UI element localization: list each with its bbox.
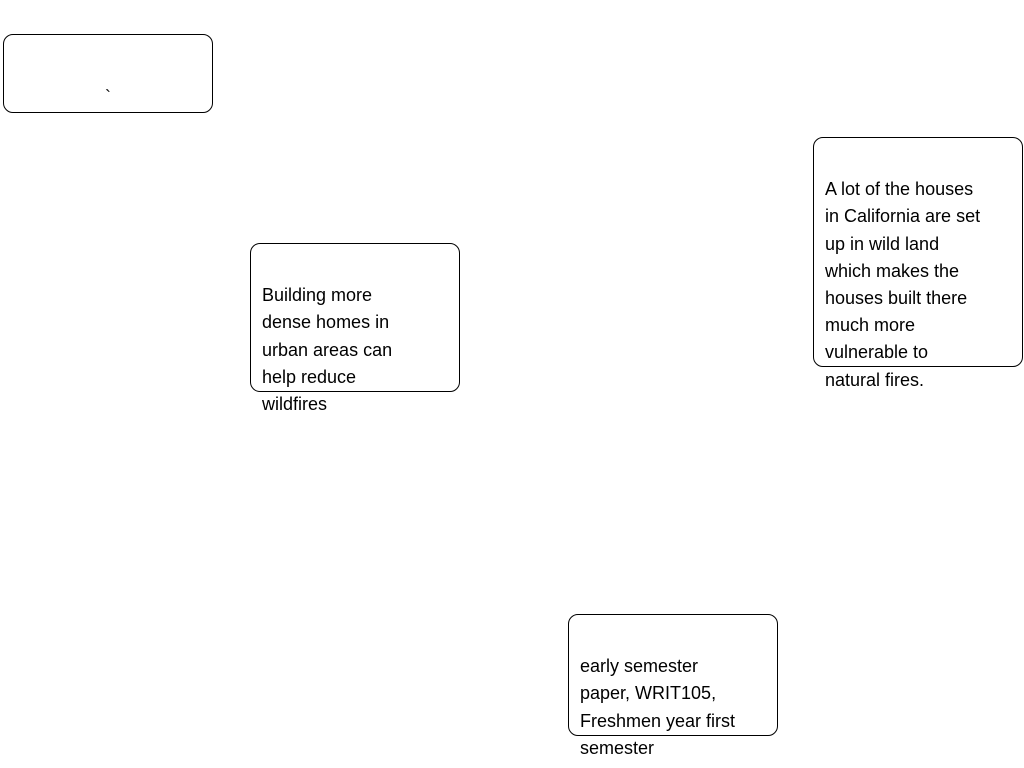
note-text: early semester paper, WRIT105, Freshmen year first semester	[580, 656, 736, 758]
note-backtick[interactable]	[3, 34, 213, 113]
note-text: `	[105, 87, 111, 108]
note-semester-paper[interactable]	[568, 614, 778, 758]
note-dense-homes[interactable]	[250, 243, 460, 415]
note-text: Building more dense homes in urban areas can help reduce wildfires	[262, 285, 393, 415]
note-text: A lot of the houses in California are set up in wild land which makes the houses built there much more vulnerable to natural fires.	[825, 179, 981, 390]
note-california-houses[interactable]	[813, 137, 1023, 390]
